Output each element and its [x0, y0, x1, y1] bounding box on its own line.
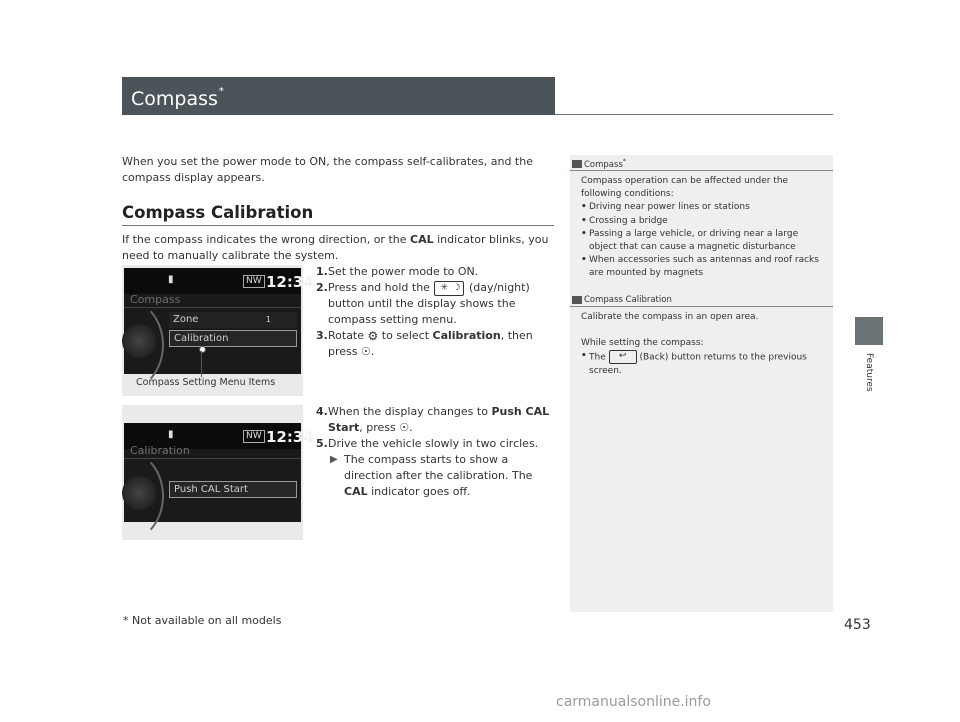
note-compass-body: Compass operation can be affected under the following conditions: • Driving near power lines or stations • Crossing a bridge • Passing a large vehicle, or driving near a large object that can cause a magnetic disturbance • When accessories such as antennas and roof racks are mounted by magnets — [581, 175, 826, 281]
arc-decoration — [84, 449, 164, 543]
asterisk-mark: * — [218, 86, 224, 97]
compass-direction: NW — [243, 275, 265, 288]
section-heading: Compass Calibration — [122, 203, 314, 222]
chapter-tab — [855, 317, 883, 345]
header-divider — [124, 307, 301, 308]
day-night-button-icon: ✳ ☽ — [434, 281, 464, 296]
reference-icon — [572, 160, 582, 168]
page-number: 453 — [844, 617, 871, 633]
note-rule — [570, 306, 833, 307]
calibration-screen — [124, 423, 314, 522]
chapter-tab-label: Features — [864, 353, 874, 392]
step-3: 3. Rotate ⚙ to select Calibration, then press ☉. — [316, 329, 533, 358]
press-button-icon: ☉ — [361, 345, 371, 358]
page-title: Compass* — [131, 86, 224, 110]
watermark: carmanualsonline.info — [556, 694, 711, 710]
menu-item-zone: Zone 1 — [169, 312, 297, 328]
compass-setting-screen — [124, 268, 314, 374]
step-5-result: ▶ The compass starts to show a direction after the calibration. The CAL indicator goes off. — [330, 453, 533, 498]
step-2: 2. Press and hold the ✳ ☽ (day/night) button until the display shows the compass setting menu. — [316, 281, 530, 326]
footnote: * Not available on all models — [123, 614, 282, 627]
section-intro: If the compass indicates the wrong direction, or the CAL indicator blinks, you need to manually calibrate the system. — [122, 233, 549, 262]
reference-icon — [572, 296, 582, 304]
step-4: 4. When the display changes to Push CAL Start, press ☉. — [316, 405, 550, 434]
note-rule — [570, 170, 833, 171]
title-rule — [555, 114, 833, 115]
fuel-icon: ▮ — [168, 429, 174, 440]
section-rule — [122, 225, 554, 226]
back-button-icon: ↩ — [609, 350, 637, 364]
menu-item-push-cal-start: Push CAL Start — [169, 481, 297, 498]
result-arrow-icon: ▶ — [330, 454, 338, 465]
menu-item-calibration: Calibration — [169, 330, 297, 347]
screen-header: Calibration — [130, 444, 190, 457]
note-calibration-title: Compass Calibration — [572, 295, 672, 305]
header-divider — [124, 458, 301, 459]
screen-header: Compass — [130, 293, 181, 306]
callout-caption: Compass Setting Menu Items — [136, 377, 276, 388]
intro-paragraph: When you set the power mode to ON, the compass self-calibrates, and the compass display appears. — [122, 155, 533, 184]
compass-direction: NW — [243, 430, 265, 443]
note-calibration-body: Calibrate the compass in an open area. While setting the compass: • The ↩ (Back) button returns to the previous screen. — [581, 311, 826, 378]
fuel-icon: ▮ — [168, 274, 174, 285]
selector-wheel-icon: ⚙ — [367, 329, 379, 343]
note-compass-title: Compass* — [572, 158, 626, 170]
clock-time: 12:34 — [266, 273, 314, 291]
clock-time: 12:34 — [266, 428, 314, 446]
press-button-icon: ☉ — [399, 421, 410, 434]
callout-line — [201, 351, 202, 377]
